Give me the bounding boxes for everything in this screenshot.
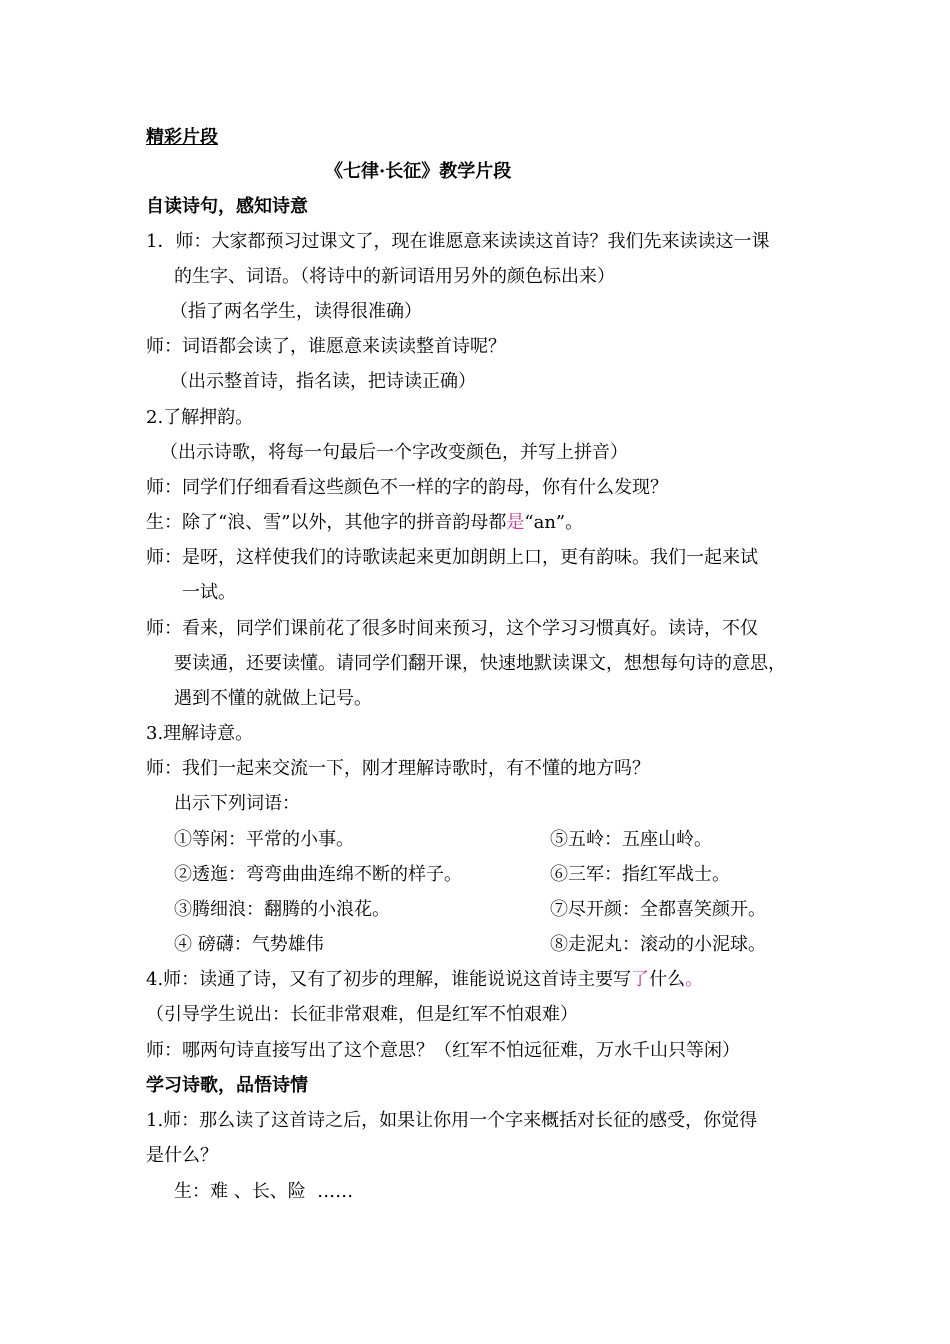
vocab-item: ①等闲：平常的小事。 bbox=[174, 829, 354, 850]
section-label: 精彩片段 bbox=[146, 127, 218, 148]
paragraph-line: 的生字、词语。（将诗中的新词语用另外的颜色标出来） bbox=[174, 266, 615, 287]
paragraph-line: 出示下列词语： bbox=[174, 793, 300, 814]
vocab-item: ⑥三军：指红军战士。 bbox=[550, 864, 730, 885]
section-heading-1: 自读诗句，感知诗意 bbox=[146, 196, 308, 217]
stage-direction: （指了两名学生，读得很准确） bbox=[170, 301, 422, 322]
student-answer: 生：难 、长、险 …… bbox=[174, 1181, 354, 1202]
stage-direction: （引导学生说出：长征非常艰难，但是红军不怕艰难） bbox=[146, 1004, 578, 1025]
text-run: 生：除了“浪、雪”以外，其他字的拼音韵母都 bbox=[146, 512, 507, 533]
numbered-step: 3.理解诗意。 bbox=[146, 723, 254, 744]
paragraph-line: 师：哪两句诗直接写出了这个意思？（红军不怕远征难，万水千山只等闲） bbox=[146, 1040, 740, 1061]
paragraph-line: 师：我们一起来交流一下，刚才理解诗歌时，有不懂的地方吗？ bbox=[146, 758, 650, 779]
highlighted-text: 是 bbox=[506, 512, 525, 533]
paragraph-line: 师：是呀，这样使我们的诗歌读起来更加朗朗上口，更有韵味。我们一起来试 bbox=[146, 547, 758, 568]
vocab-item: ⑦尽开颜：全都喜笑颜开。 bbox=[550, 899, 766, 920]
paragraph-line: 师：词语都会读了，谁愿意来读读整首诗呢？ bbox=[146, 336, 506, 357]
paragraph-line: 要读通，还要读懂。请同学们翻开课，快速地默读课文，想想每句诗的意思， bbox=[174, 653, 786, 674]
numbered-step: 2.了解押韵。 bbox=[146, 407, 254, 428]
highlighted-text: 。 bbox=[685, 969, 704, 990]
vocab-item: ⑧走泥丸：滚动的小泥球。 bbox=[550, 934, 766, 955]
stage-direction: （出示整首诗，指名读，把诗读正确） bbox=[170, 371, 476, 392]
paragraph-line bbox=[146, 968, 703, 992]
vocab-item: ⑤五岭：五座山岭。 bbox=[550, 829, 712, 850]
stage-direction: （出示诗歌，将每一句最后一个字改变颜色，并写上拼音） bbox=[160, 442, 628, 463]
text-run: 4.师：读通了诗，又有了初步的理解，谁能说说这首诗主要写 bbox=[146, 969, 632, 990]
paragraph-line bbox=[146, 511, 583, 535]
section-heading-2: 学习诗歌，品悟诗情 bbox=[146, 1075, 308, 1096]
vocab-item: ④ 磅礴：气势雄伟 bbox=[174, 934, 324, 955]
document-title: 《七律·长征》教学片段 bbox=[325, 161, 512, 182]
paragraph-line: 是什么？ bbox=[146, 1145, 218, 1166]
text-run: 什么 bbox=[649, 969, 686, 990]
paragraph-line: 1．师：大家都预习过课文了，现在谁愿意来读读这首诗？我们先来读读这一课 bbox=[146, 231, 770, 252]
vocab-item: ②透迤：弯弯曲曲连绵不断的样子。 bbox=[174, 864, 462, 885]
text-run: “an”。 bbox=[524, 512, 584, 533]
paragraph-line: 1.师：那么读了这首诗之后，如果让你用一个字来概括对长征的感受，你觉得 bbox=[146, 1110, 758, 1131]
paragraph-line: 师：看来，同学们课前花了很多时间来预习，这个学习习惯真好。读诗，不仅 bbox=[146, 618, 758, 639]
paragraph-line: 一试。 bbox=[182, 582, 236, 603]
highlighted-text: 了 bbox=[631, 969, 650, 990]
paragraph-line: 师：同学们仔细看看这些颜色不一样的字的韵母，你有什么发现？ bbox=[146, 477, 668, 498]
paragraph-line: 遇到不懂的就做上记号。 bbox=[174, 688, 372, 709]
vocab-item: ③腾细浪：翻腾的小浪花。 bbox=[174, 899, 390, 920]
